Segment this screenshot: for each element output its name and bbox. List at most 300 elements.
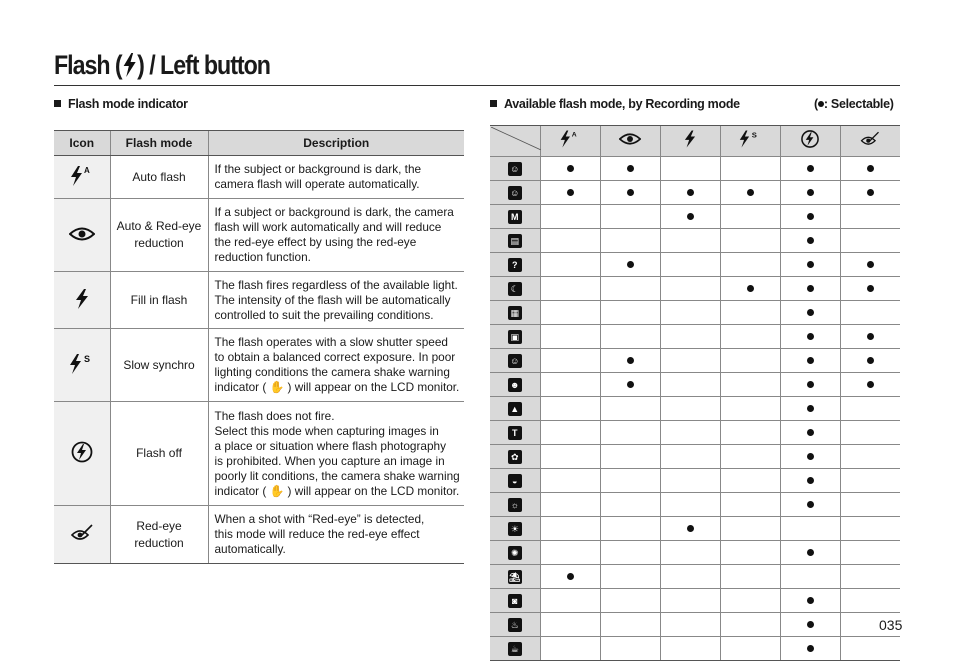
availability-cell [780, 589, 840, 613]
availability-cell [540, 301, 600, 325]
availability-cell [660, 517, 720, 541]
availability-cell [840, 253, 900, 277]
availability-cell [660, 277, 720, 301]
availability-cell [660, 421, 720, 445]
availability-cell [840, 445, 900, 469]
recording-mode-cell [490, 229, 540, 253]
flash-mode-name: Auto flash [110, 156, 208, 199]
availability-cell [840, 469, 900, 493]
selectable-dot-icon [807, 429, 814, 436]
page-title [54, 50, 270, 81]
red-eye-icon [619, 132, 641, 146]
availability-cell [600, 205, 660, 229]
recording-mode-cell [490, 373, 540, 397]
availability-cell [840, 517, 900, 541]
availability-cell [780, 469, 840, 493]
selectable-dot-icon [807, 501, 814, 508]
svg-text:A: A [571, 130, 577, 138]
table-row [490, 637, 900, 661]
availability-cell [780, 157, 840, 181]
recording-mode-cell [490, 421, 540, 445]
availability-cell [540, 157, 600, 181]
red-eye-fix-icon [71, 524, 93, 542]
flash-availability-table [490, 125, 903, 661]
availability-cell [780, 541, 840, 565]
availability-cell [600, 445, 660, 469]
table-row [490, 301, 900, 325]
availability-cell [540, 589, 600, 613]
availability-cell [720, 589, 780, 613]
selectable-dot-icon [807, 621, 814, 628]
availability-cell [660, 613, 720, 637]
icon-cell [54, 199, 110, 272]
availability-cell [540, 349, 600, 373]
selectable-dot-icon [627, 261, 634, 268]
availability-cell [660, 349, 720, 373]
photo-help-icon: ? [508, 258, 522, 272]
children-icon: ☻ [508, 378, 522, 392]
flash-mode-description [208, 329, 464, 402]
selectable-dot-icon [567, 165, 574, 172]
availability-cell [720, 253, 780, 277]
availability-cell [720, 445, 780, 469]
description-line: camera flash will operate automatically. [214, 177, 420, 191]
availability-cell [840, 325, 900, 349]
table-row [490, 277, 900, 301]
selectable-dot-icon [627, 189, 634, 196]
recording-mode-cell [490, 157, 540, 181]
availability-cell [840, 397, 900, 421]
backlight-icon: ☀ [508, 522, 522, 536]
description-line: The flash fires regardless of the available light. [214, 277, 458, 292]
self-shot-icon: ◙ [508, 594, 522, 608]
flash-mode-name: Fill in flash [110, 272, 208, 329]
selectable-dot-icon [807, 405, 814, 412]
description-line: lighting conditions the camera shake warning [214, 365, 450, 379]
availability-cell [600, 469, 660, 493]
availability-cell [600, 277, 660, 301]
availability-cell [540, 253, 600, 277]
availability-cell [600, 589, 660, 613]
availability-cell [780, 253, 840, 277]
table-row [490, 229, 900, 253]
availability-cell [660, 325, 720, 349]
availability-cell [780, 349, 840, 373]
availability-cell [720, 421, 780, 445]
availability-cell [660, 637, 720, 661]
recording-mode-cell [490, 397, 540, 421]
flash-mode-name: Red-eye reduction [110, 506, 208, 564]
slow-synchro-icon [739, 129, 761, 148]
fireworks-icon: ✺ [508, 546, 522, 560]
availability-cell [720, 565, 780, 589]
description-line: a place or situation where flash photography [214, 438, 446, 453]
availability-cell [540, 397, 600, 421]
availability-cell [720, 349, 780, 373]
availability-cell [540, 205, 600, 229]
selectable-dot-icon [567, 573, 574, 580]
table-row [490, 253, 900, 277]
table-row [490, 613, 900, 637]
description-line: the red-eye effect by using the red-eye [214, 235, 417, 249]
svg-text:S: S [751, 129, 757, 139]
description-line: If the subject or background is dark, the [214, 162, 422, 176]
availability-cell [840, 589, 900, 613]
recording-mode-cell [490, 565, 540, 589]
availability-cell [780, 205, 840, 229]
availability-cell [660, 301, 720, 325]
availability-cell [600, 541, 660, 565]
availability-cell [780, 373, 840, 397]
availability-cell [600, 565, 660, 589]
recording-mode-cell [490, 253, 540, 277]
frame-guide-icon: ▣ [508, 330, 522, 344]
availability-cell [780, 565, 840, 589]
availability-cell [540, 565, 600, 589]
availability-cell [600, 637, 660, 661]
sunset-icon: ◒ [508, 474, 522, 488]
availability-cell [720, 181, 780, 205]
availability-cell [600, 325, 660, 349]
recording-mode-cell [490, 181, 540, 205]
availability-cell [660, 589, 720, 613]
availability-cell [600, 229, 660, 253]
availability-cell [600, 349, 660, 373]
availability-cell [660, 445, 720, 469]
description-line: The intensity of the flash will be automatically [214, 292, 451, 307]
selectable-dot-icon [627, 357, 634, 364]
availability-cell [780, 613, 840, 637]
column-header-slow-synchro [720, 126, 780, 157]
selectable-dot-icon [807, 357, 814, 364]
auto-icon: ☺ [508, 186, 522, 200]
portrait-icon: ☺ [508, 354, 522, 368]
diagonal-divider [491, 127, 541, 150]
icon-cell [54, 506, 110, 564]
recording-mode-cell [490, 541, 540, 565]
availability-cell [840, 421, 900, 445]
selectable-dot-icon [747, 285, 754, 292]
availability-cell [840, 277, 900, 301]
table-row [54, 329, 464, 402]
icon-cell [54, 272, 110, 329]
availability-cell [780, 421, 840, 445]
flash-off-icon [71, 441, 93, 463]
availability-cell [600, 493, 660, 517]
flash-mode-description [208, 156, 464, 199]
availability-cell [600, 613, 660, 637]
table-row [490, 445, 900, 469]
smart-auto-icon: ☺ [508, 162, 522, 176]
table-row [54, 506, 464, 564]
column-header-red-eye-fix [840, 126, 900, 157]
availability-cell [540, 517, 600, 541]
description-line: to obtain a balanced correct exposure. In poor [214, 350, 456, 364]
recording-mode-cell [490, 637, 540, 661]
flash-auto-icon [560, 129, 580, 148]
availability-cell [660, 373, 720, 397]
flash-mode-name: Slow synchro [110, 329, 208, 402]
availability-cell [600, 253, 660, 277]
availability-cell [540, 229, 600, 253]
description-line: flash will work automatically and will reduce [214, 220, 442, 234]
recording-mode-cell [490, 301, 540, 325]
column-header-description: Description [208, 131, 464, 156]
bullet-square-icon [490, 100, 497, 107]
night-icon: ☾ [508, 282, 522, 296]
recording-mode-cell [490, 277, 540, 301]
availability-cell [840, 637, 900, 661]
availability-cell [660, 205, 720, 229]
selectable-dot-icon [807, 285, 814, 292]
description-line: The flash operates with a slow shutter speed [214, 335, 448, 349]
selectable-dot-icon [807, 477, 814, 484]
table-row [490, 349, 900, 373]
column-header-red-eye [600, 126, 660, 157]
availability-cell [780, 277, 840, 301]
availability-cell [540, 277, 600, 301]
availability-cell [780, 493, 840, 517]
selectable-dot-icon [807, 261, 814, 268]
table-row [490, 517, 900, 541]
availability-cell [600, 421, 660, 445]
title-divider [54, 85, 900, 86]
availability-cell [720, 397, 780, 421]
table-header-row [490, 126, 900, 157]
selectable-note: ( : Selectable) [814, 97, 894, 111]
column-header-flash-fill [660, 126, 720, 157]
table-row [490, 565, 900, 589]
availability-cell [720, 373, 780, 397]
description-line: this mode will reduce the red-eye effect [214, 527, 420, 541]
table-row [490, 397, 900, 421]
svg-text:A: A [83, 165, 90, 175]
description-line: controlled to suit the prevailing conditions. [214, 307, 434, 322]
selectable-dot-icon [807, 189, 814, 196]
availability-cell [660, 397, 720, 421]
description-line: automatically. [214, 542, 286, 556]
availability-cell [780, 301, 840, 325]
beach-snow-icon: ⛱ [509, 571, 521, 582]
table-header-row [54, 131, 464, 156]
selectable-dot-icon [627, 165, 634, 172]
flash-mode-indicator-heading: Flash mode indicator [54, 97, 188, 111]
availability-cell [720, 637, 780, 661]
availability-cell [720, 229, 780, 253]
text-icon: T [508, 426, 522, 440]
availability-cell [840, 541, 900, 565]
flash-auto-icon [70, 165, 94, 187]
landscape-icon: ▲ [508, 402, 522, 416]
availability-cell [660, 469, 720, 493]
title-suffix: ) / Left button [137, 50, 270, 80]
selectable-dot-icon [567, 189, 574, 196]
table-row [54, 272, 464, 329]
flash-fill-icon [74, 288, 90, 310]
availability-cell [720, 517, 780, 541]
availability-cell [780, 397, 840, 421]
table-row [490, 373, 900, 397]
availability-cell [660, 541, 720, 565]
table-row [54, 156, 464, 199]
description-line: Select this mode when capturing images in [214, 423, 439, 438]
dual-is-icon: ▤ [508, 234, 522, 248]
selectable-dot-icon [867, 189, 874, 196]
table-row [54, 199, 464, 272]
description-line: indicator ( ✋ ) will appear on the LCD monitor. [214, 483, 460, 498]
selectable-dot-icon [807, 237, 814, 244]
description-line: poorly lit conditions, the camera shake warning [214, 468, 460, 483]
availability-cell [660, 157, 720, 181]
corner-diagonal-cell [490, 126, 540, 157]
flash-off-icon [801, 129, 820, 148]
recording-mode-cell [490, 517, 540, 541]
availability-cell [600, 181, 660, 205]
table-row [490, 589, 900, 613]
flash-mode-description [208, 506, 464, 564]
description-line: The flash does not fire. [214, 408, 335, 423]
description-line: If a subject or background is dark, the camera [214, 205, 454, 219]
availability-cell [540, 541, 600, 565]
column-header-icon: Icon [54, 131, 110, 156]
slow-synchro-icon [69, 353, 95, 375]
availability-cell [720, 541, 780, 565]
column-header-flash-mode: Flash mode [110, 131, 208, 156]
availability-cell [780, 517, 840, 541]
availability-cell [840, 301, 900, 325]
selectable-dot-icon [867, 381, 874, 388]
availability-cell [540, 325, 600, 349]
availability-cell [780, 325, 840, 349]
manual-icon: M [508, 210, 522, 224]
selectable-dot-icon [747, 189, 754, 196]
page-number: 035 [879, 617, 903, 633]
availability-cell [840, 565, 900, 589]
availability-cell [540, 493, 600, 517]
selectable-dot-icon [807, 165, 814, 172]
availability-cell [840, 373, 900, 397]
recording-mode-cell [490, 325, 540, 349]
selectable-dot-icon [867, 357, 874, 364]
flash-mode-description [208, 199, 464, 272]
availability-cell [780, 445, 840, 469]
availability-cell [660, 229, 720, 253]
selectable-dot-icon [807, 213, 814, 220]
table-row [490, 541, 900, 565]
availability-cell [720, 277, 780, 301]
selectable-dot-icon [867, 333, 874, 340]
description-line: When a shot with “Red-eye” is detected, [214, 512, 425, 526]
selectable-dot-icon [807, 453, 814, 460]
selectable-dot-icon [807, 597, 814, 604]
availability-cell [720, 613, 780, 637]
table-row [490, 469, 900, 493]
flash-fill-icon [122, 52, 137, 78]
availability-cell [540, 421, 600, 445]
red-eye-icon [69, 226, 95, 242]
availability-cell [840, 157, 900, 181]
scene-icon: ▦ [508, 306, 522, 320]
selectable-dot-icon [807, 549, 814, 556]
bullet-square-icon [54, 100, 61, 107]
selectable-dot-icon [807, 309, 814, 316]
flash-mode-name: Auto & Red-eye reduction [110, 199, 208, 272]
description-line: indicator ( ✋ ) will appear on the LCD monitor. [214, 380, 460, 394]
table-row [490, 325, 900, 349]
availability-cell [540, 613, 600, 637]
flash-mode-description [208, 402, 464, 506]
availability-cell [540, 181, 600, 205]
availability-cell [720, 301, 780, 325]
availability-cell [540, 445, 600, 469]
selectable-dot-icon [627, 381, 634, 388]
table-row [54, 402, 464, 506]
cafe-icon: ☕ [508, 642, 522, 656]
selectable-dot-icon [687, 525, 694, 532]
availability-cell [720, 205, 780, 229]
availability-cell [720, 325, 780, 349]
availability-cell [600, 157, 660, 181]
availability-cell [780, 637, 840, 661]
icon-cell [54, 402, 110, 506]
availability-cell [840, 349, 900, 373]
availability-cell [840, 493, 900, 517]
availability-cell [720, 157, 780, 181]
selectable-dot-icon [867, 165, 874, 172]
recording-mode-cell [490, 445, 540, 469]
column-header-flash-off [780, 126, 840, 157]
availability-cell [720, 493, 780, 517]
column-header-flash-auto [540, 126, 600, 157]
availability-cell [660, 253, 720, 277]
icon-cell [54, 156, 110, 199]
red-eye-fix-icon [861, 131, 880, 146]
flash-mode-description [208, 272, 464, 329]
selectable-dot-icon [687, 213, 694, 220]
availability-cell [660, 181, 720, 205]
availability-cell [660, 565, 720, 589]
description-line: reduction function. [214, 250, 311, 264]
table-row [490, 493, 900, 517]
availability-cell [660, 493, 720, 517]
availability-cell [840, 205, 900, 229]
availability-cell [780, 181, 840, 205]
recording-mode-cell [490, 613, 540, 637]
recording-mode-cell [490, 205, 540, 229]
icon-cell [54, 329, 110, 402]
selectable-dot-icon [807, 645, 814, 652]
availability-cell [780, 229, 840, 253]
selectable-dot-icon [867, 261, 874, 268]
dawn-icon: ☼ [508, 498, 522, 512]
table-row [490, 181, 900, 205]
flash-mode-name: Flash off [110, 402, 208, 506]
availability-cell [840, 181, 900, 205]
availability-cell [840, 229, 900, 253]
availability-cell [600, 517, 660, 541]
selectable-dot-icon [687, 189, 694, 196]
title-prefix: Flash ( [54, 50, 122, 80]
availability-cell [720, 469, 780, 493]
selectable-dot-icon [807, 333, 814, 340]
close-up-icon: ✿ [508, 450, 522, 464]
svg-text:S: S [83, 353, 90, 364]
availability-cell [600, 397, 660, 421]
flash-mode-table [54, 130, 464, 564]
availability-cell [600, 373, 660, 397]
availability-cell [540, 373, 600, 397]
availability-cell [540, 469, 600, 493]
